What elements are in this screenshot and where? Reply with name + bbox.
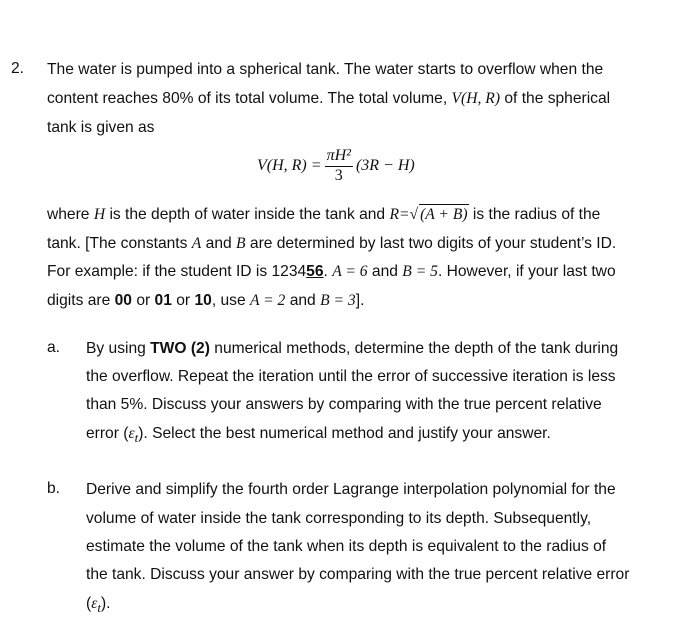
equation-denominator: 3: [334, 167, 343, 184]
question-number: 2.: [11, 60, 25, 77]
intro-line-1: The water is pumped into a spherical tank. The water starts to overflow when the: [47, 61, 604, 78]
epsilon-subscript: t: [97, 600, 101, 616]
equation-fraction: [325, 147, 353, 185]
digits-00: 00: [114, 292, 132, 309]
epsilon-subscript: t: [134, 430, 139, 446]
para-text: and: [205, 235, 232, 252]
part-b-line-2: volume of water inside the tank corresponding to its depth. Subsequently,: [86, 510, 592, 527]
digits-10: 10: [194, 292, 212, 309]
example-A: A = 6: [332, 263, 368, 280]
volume-symbol: V(H, R): [451, 90, 501, 107]
para-text: are determined by last two digits of your student’s ID.: [249, 235, 617, 252]
example-B: B = 5: [402, 263, 438, 280]
part-a-line-2: the overflow. Repeat the iteration until the error of successive iteration is less: [86, 368, 616, 385]
para-line-4: [47, 291, 364, 311]
para-text: or: [136, 292, 151, 309]
para-text: and: [371, 263, 398, 280]
radicand: (A + B): [420, 206, 468, 223]
para-text: digits are: [47, 292, 111, 309]
para-line-1: [47, 204, 600, 225]
equation-lhs: V(H, R) =: [257, 157, 322, 174]
part-a-text: By using: [86, 340, 146, 357]
part-b-line-4: the tank. Discuss your answer by comparing with the true percent relative error: [86, 566, 630, 583]
part-a-text: ). Select the best numerical method and justify your answer.: [138, 425, 551, 442]
use-B: B = 3: [320, 292, 356, 309]
sqrt-expression: [410, 204, 469, 225]
symbol-H: H: [93, 206, 106, 223]
sqrt-sign-icon: √: [409, 206, 419, 223]
digits-01: 01: [154, 292, 172, 309]
para-text: , use: [211, 292, 246, 309]
intro-text: of the spherical: [504, 90, 611, 107]
epsilon-symbol: ε: [128, 425, 135, 442]
symbol-A: A: [191, 235, 202, 252]
part-b-letter: b.: [47, 480, 61, 497]
para-text: tank. [The constants: [47, 235, 188, 252]
epsilon-symbol: ε: [91, 595, 98, 612]
para-text: is the radius of the: [472, 206, 601, 223]
part-b-text: (: [86, 595, 92, 612]
part-b-line-1: Derive and simplify the fourth order Lagrange interpolation polynomial for the: [86, 481, 616, 498]
para-line-3: [47, 262, 616, 282]
volume-equation: [257, 143, 415, 189]
symbol-B: B: [236, 235, 246, 252]
symbol-R: R=: [389, 206, 410, 223]
para-line-2: [47, 234, 616, 254]
para-text: .: [323, 263, 333, 280]
part-b-line-5: [86, 594, 111, 618]
para-text: For example: if the student ID is 1234: [47, 263, 307, 280]
intro-line-3: tank is given as: [47, 119, 155, 136]
para-text: is the depth of water inside the tank and: [109, 206, 386, 223]
part-b-text: ).: [100, 595, 111, 612]
part-a-line-4: [86, 424, 551, 448]
part-a-line-1: [86, 339, 618, 359]
part-b-line-3: estimate the volume of the tank when its depth is equivalent to the radius of: [86, 538, 607, 555]
id-digits: 56: [306, 263, 324, 280]
part-a-text: error (: [86, 425, 129, 442]
para-text: and: [289, 292, 316, 309]
para-text: ].: [355, 292, 365, 309]
part-a-letter: a.: [47, 339, 61, 356]
part-a-two: TWO (2): [150, 340, 210, 357]
use-A: A = 2: [249, 292, 286, 309]
para-text: where: [47, 206, 90, 223]
part-a-text: numerical methods, determine the depth of the tank during: [214, 340, 619, 357]
intro-text: content reaches 80% of its total volume. The total volume,: [47, 90, 448, 107]
para-text: . However, if your last two: [437, 263, 616, 280]
para-text: or: [176, 292, 191, 309]
equation-numerator: πH²: [325, 147, 353, 167]
part-a-line-3: than 5%. Discuss your answers by comparing with the true percent relative: [86, 396, 602, 413]
equation-rhs: (3R − H): [355, 157, 415, 174]
intro-line-2: [47, 89, 610, 109]
